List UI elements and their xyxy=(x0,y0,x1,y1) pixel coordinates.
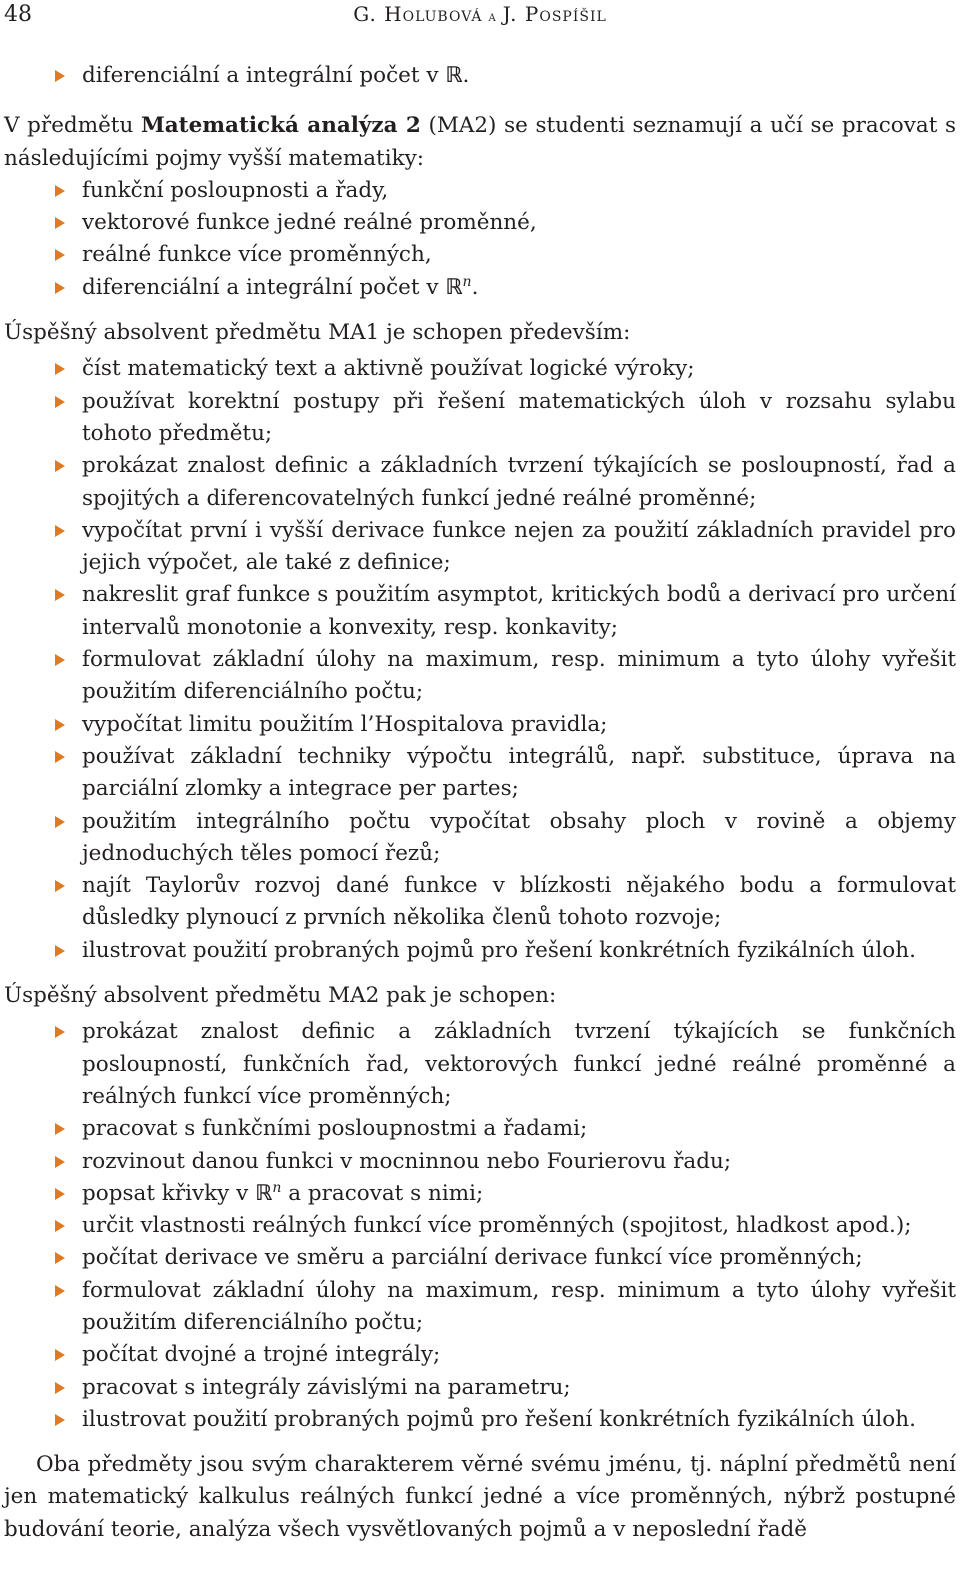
list-item: funkční posloupnosti a řady, xyxy=(4,175,956,207)
list-item-text: diferenciální a integrální počet v xyxy=(82,274,439,300)
real-set-symbol: ℝ xyxy=(445,274,463,300)
exponent: n xyxy=(272,1179,282,1196)
closing-paragraph: Oba předměty jsou svým charakterem věrné svému jménu, tj. náplní předmětů není jen matematický kalkulus reálných funkcí jedné a více proměnných, nýbrž postupné budování teorie, analýza všech vysvětlovaných pojmů a v neposlední řadě xyxy=(4,1452,956,1542)
list-item: nakreslit graf funkce s použitím asymptot, kritických bodů a derivací pro určení intervalů monotonie a konvexity, resp. konkavity; xyxy=(4,579,956,644)
list-item: vypočítat limitu použitím l’Hospitalova pravidla; xyxy=(4,709,956,741)
page-header xyxy=(4,2,956,30)
list-item: použitím integrálního počtu vypočítat obsahy ploch v rovině a objemy jednoduchých těles pomocí řezů; xyxy=(4,806,956,871)
course-name: Matematická analýza 2 xyxy=(140,113,421,139)
list-item: pracovat s funkčními posloupnostmi a řadami; xyxy=(4,1113,956,1145)
ma2-topics-list xyxy=(4,175,956,304)
author-2: J. Pospíšil xyxy=(502,2,607,26)
real-set-symbol: ℝ xyxy=(445,63,463,88)
list-item: formulovat základní úlohy na maximum, resp. minimum a tyto úlohy vyřešit použitím diferenciálního počtu; xyxy=(4,1275,956,1340)
list-item: ilustrovat použití probraných pojmů pro řešení konkrétních fyzikálních úloh. xyxy=(4,935,956,967)
list-item: reálné funkce více proměnných, xyxy=(4,239,956,271)
page xyxy=(4,0,956,1546)
intro-post: (MA2) se studenti seznamují a učí se pracovat s následujícími pojmy vyšší matematiky: xyxy=(4,113,957,171)
list-item-text: diferenciální a integrální počet v xyxy=(82,63,439,88)
list-item: prokázat znalost definic a základních tvrzení týkajících se funkčních posloupností, funkčních řad, vektorových funkcí jedné reálné proměnné a reálných funkcí více proměnných; xyxy=(4,1016,956,1113)
list-item: určit vlastnosti reálných funkcí více proměnných (spojitost, hladkost apod.); xyxy=(4,1210,956,1242)
author-conjunction: a xyxy=(488,9,497,25)
ma1-outcomes-heading: Úspěšný absolvent předmětu MA1 je schopen především: xyxy=(4,320,631,346)
real-set-symbol: ℝ xyxy=(255,1180,273,1206)
list-item: vypočítat první i vyšší derivace funkce nejen za použití základních pravidel pro jejich výpočet, ale také z definice; xyxy=(4,515,956,580)
ma2-outcomes-heading: Úspěšný absolvent předmětu MA2 pak je schopen: xyxy=(4,983,557,1009)
list-item-end: . xyxy=(471,274,479,300)
exponent: n xyxy=(462,273,472,290)
list-item: vektorové funkce jedné reálné proměnné, xyxy=(4,207,956,239)
list-item: počítat derivace ve směru a parciální derivace funkcí více proměnných; xyxy=(4,1242,956,1274)
list-item: rozvinout danou funkci v mocninnou nebo Fourierovu řadu; xyxy=(4,1146,956,1178)
ma2-outcomes-list xyxy=(4,1016,956,1436)
list-item xyxy=(4,60,956,92)
author-1: G. Holubová xyxy=(353,2,483,26)
ma2-intro-paragraph xyxy=(4,110,956,175)
running-head xyxy=(4,2,956,26)
list-item: používat korektní postupy při řešení matematických úloh v rozsahu sylabu tohoto předmětu; xyxy=(4,386,956,451)
list-item-end: . xyxy=(462,63,470,88)
list-item: najít Taylorův rozvoj dané funkce v blízkosti nějakého bodu a formulovat důsledky plynoucí z prvních několika členů tohoto rozvoje; xyxy=(4,870,956,935)
page-number: 48 xyxy=(4,2,32,27)
list-item: počítat dvojné a trojné integrály; xyxy=(4,1339,956,1371)
intro-pre: V předmětu xyxy=(4,113,141,139)
list-item xyxy=(4,1178,956,1210)
list-item: používat základní techniky výpočtu integrálů, např. substituce, úprava na parciální zlomky a integrace per partes; xyxy=(4,741,956,806)
list-item-text-post: a pracovat s nimi; xyxy=(281,1180,484,1206)
list-item-text: popsat křivky v xyxy=(82,1180,249,1206)
list-item: číst matematický text a aktivně používat logické výroky; xyxy=(4,353,956,385)
list-item: prokázat znalost definic a základních tvrzení týkajících se posloupností, řad a spojitých a diferencovatelných funkcí jedné reálné proměnné; xyxy=(4,450,956,515)
ma1-outcomes-list xyxy=(4,353,956,967)
list-item: ilustrovat použití probraných pojmů pro řešení konkrétních fyzikálních úloh. xyxy=(4,1404,956,1436)
list-item: formulovat základní úlohy na maximum, resp. minimum a tyto úlohy vyřešit použitím diferenciálního počtu; xyxy=(4,644,956,709)
list-item xyxy=(4,272,956,304)
list-item: pracovat s integrály závislými na parametru; xyxy=(4,1372,956,1404)
top-list xyxy=(4,60,956,92)
